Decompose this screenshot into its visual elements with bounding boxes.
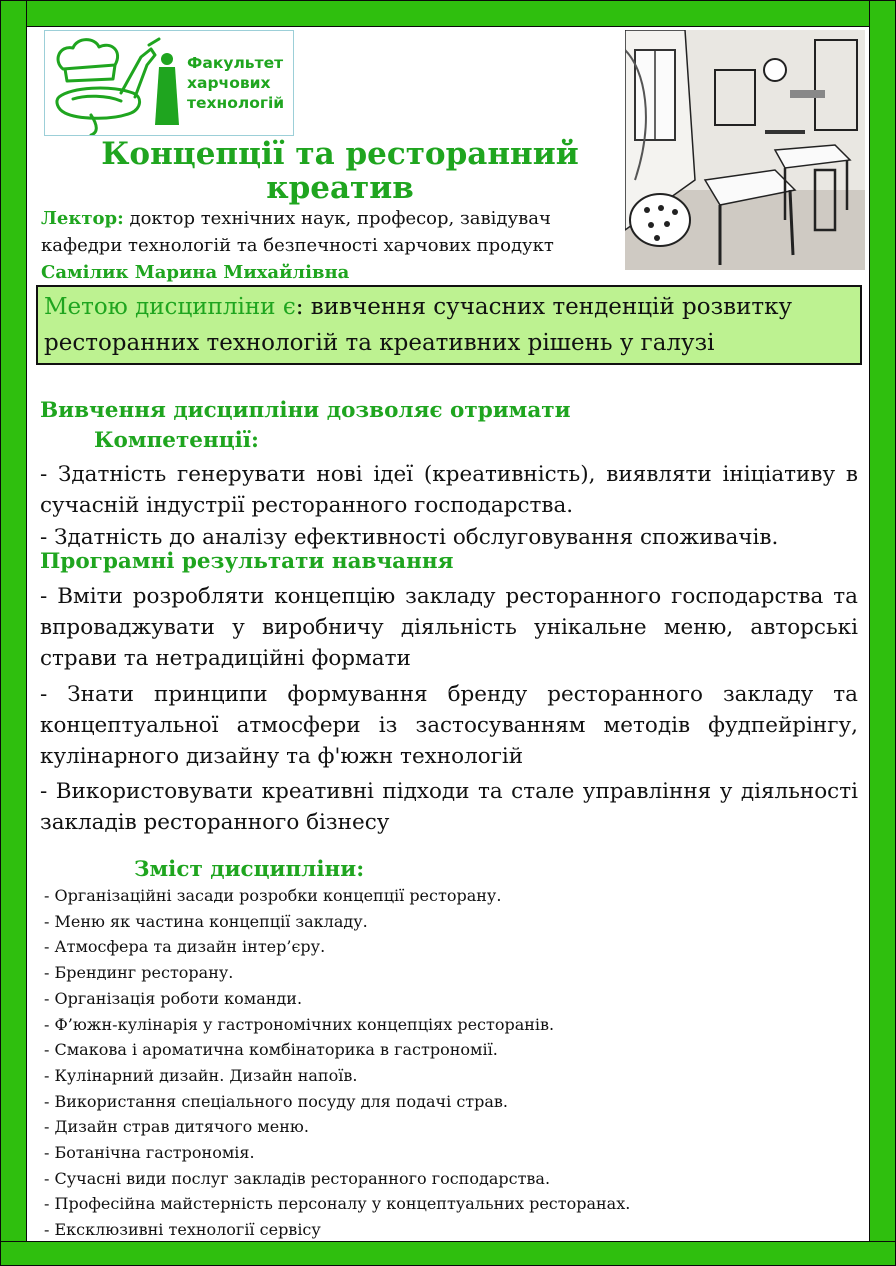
list-item: - Сучасні види послуг закладів ресторанного господарства. <box>44 1168 551 1188</box>
list-item: - Ексклюзивні технології сервісу <box>44 1220 321 1240</box>
goal-label: Метою дисципліни є <box>44 294 296 320</box>
chef-hat-icon <box>51 35 186 135</box>
contents-list <box>44 883 804 1243</box>
lector-info <box>41 205 641 286</box>
competency-item-1: - Здатність генерувати нові ідеї (креативність), виявляти ініціативу в сучасній індустрії ресторанного господарства. <box>40 462 858 518</box>
faculty-logo <box>44 30 294 136</box>
frame-left <box>0 0 27 1266</box>
list-item: - Ботанічна гастрономія. <box>44 1143 255 1163</box>
logo-line-2: харчових <box>187 74 271 92</box>
contents-heading: Зміст дисципліни: <box>134 857 365 882</box>
frame-bottom <box>0 1241 896 1266</box>
lector-line-2: кафедри технологій та безпечності харчових продукт <box>41 235 554 256</box>
competencies-heading: Вивчення дисципліни дозволяє отримати <box>40 398 571 423</box>
result-item-3: - Використовувати креативні підходи та стале управління у діяльності закладів ресторанного бізнесу <box>40 779 858 835</box>
competency-item-2: - Здатність до аналізу ефективності обслуговування споживачів. <box>40 525 779 550</box>
list-item: - Професійна майстерність персоналу у концептуальних ресторанах. <box>44 1194 631 1214</box>
list-item: - Організаційні засади розробки концепції ресторану. <box>44 886 502 905</box>
logo-line-3: технологій <box>187 94 285 112</box>
lector-name: Самілик Марина Михайлівна <box>41 262 350 283</box>
page-title: Концепції та ресторанний креатив <box>101 136 579 206</box>
goal-box <box>36 285 862 365</box>
logo-line-1: Факультет <box>187 54 284 72</box>
lector-title: доктор технічних наук, професор, завідувач <box>123 208 551 229</box>
list-item: - Дизайн страв дитячого меню. <box>44 1117 309 1137</box>
restaurant-interior-image <box>625 30 865 270</box>
list-item: - Брендинг ресторану. <box>44 963 234 983</box>
frame-right <box>869 0 896 1266</box>
frame-top <box>0 0 896 27</box>
list-item: - Кулінарний дизайн. Дизайн напоїв. <box>44 1065 358 1085</box>
lector-line-1 <box>41 205 641 232</box>
list-item: - Меню як частина концепції закладу. <box>44 911 368 931</box>
result-item-1: - Вміти розробляти концепцію закладу ресторанного господарства та впроваджувати у виробничу діяльність унікальне меню, авторські страви та нетрадиційні формати <box>40 584 858 671</box>
list-item: - Організація роботи команди. <box>44 988 303 1008</box>
competencies-subheading: Компетенції: <box>94 428 259 453</box>
results-heading: Програмні результати навчання <box>40 549 454 574</box>
goal-text: : вивчення сучасних тенденцій розвитку ресторанних технологій та креативних рішень у галузі <box>44 294 793 356</box>
lector-label: Лектор: <box>41 208 124 229</box>
logo-text <box>187 53 297 113</box>
result-item-2: - Знати принципи формування бренду ресторанного закладу та концептуальної атмосфери із застосуванням методів фудпейрінгу, кулінарного дизайну та ф'южн технологій <box>40 682 858 769</box>
list-item: - Смакова і ароматична комбінаторика в гастрономії. <box>44 1040 498 1060</box>
list-item: - Атмосфера та дизайн інтер’єру. <box>44 937 326 957</box>
list-item: - Використання спеціального посуду для подачі страв. <box>44 1091 508 1111</box>
list-item: - Ф’южн-кулінарія у гастрономічних концепціях ресторанів. <box>44 1014 555 1034</box>
